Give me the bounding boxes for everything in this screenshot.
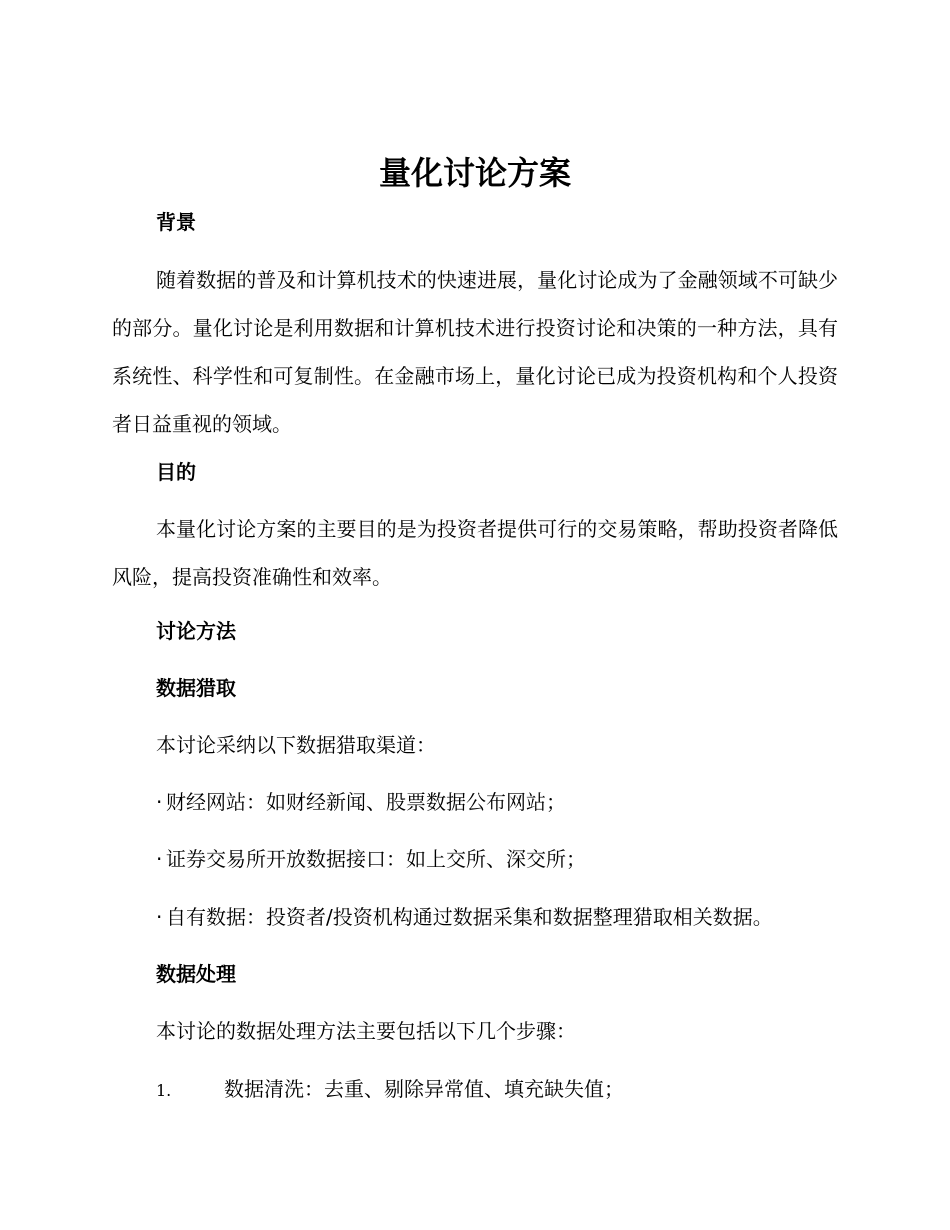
list-item-text: 自有数据：投资者/投资机构通过数据采集和数据整理猎取相关数据。 [166, 905, 773, 929]
paragraph-purpose: 本量化讨论方案的主要目的是为投资者提供可行的交易策略，帮助投资者降低风险，提高投资准确性和效率。 [112, 517, 838, 589]
document-title: 量化讨论方案 [378, 154, 571, 192]
heading-purpose: 目的 [156, 460, 196, 484]
heading-data-processing: 数据处理 [156, 962, 236, 986]
data-processing-intro: 本讨论的数据处理方法主要包括以下几个步骤： [156, 1019, 576, 1043]
list-item-text: 证券交易所开放数据接口：如上交所、深交所； [166, 847, 586, 871]
list-item [156, 787, 566, 817]
numbered-item [156, 1074, 624, 1106]
heading-method: 讨论方法 [156, 619, 236, 643]
bullet-mark: · [156, 905, 163, 929]
data-collection-intro: 本讨论采纳以下数据猎取渠道： [156, 733, 436, 757]
step-number: 1. [156, 1081, 172, 1100]
paragraph-background: 随着数据的普及和计算机技术的快速进展，量化讨论成为了金融领域不可缺少的部分。量化讨论是利用数据和计算机技术进行投资讨论和决策的一种方法，具有系统性、科学性和可复制性。在金融市场上，量化讨论已成为投资机构和个人投资者日益重视的领域。 [112, 268, 838, 436]
heading-background: 背景 [156, 210, 196, 234]
list-item-text: 财经网站：如财经新闻、股票数据公布网站； [166, 790, 566, 814]
list-item [156, 902, 773, 932]
bullet-mark: · [156, 790, 163, 814]
heading-data-collection: 数据猎取 [156, 676, 236, 700]
list-item [156, 844, 586, 874]
step-text: 数据清洗：去重、剔除异常值、填充缺失值； [224, 1077, 624, 1101]
bullet-mark: · [156, 847, 163, 871]
